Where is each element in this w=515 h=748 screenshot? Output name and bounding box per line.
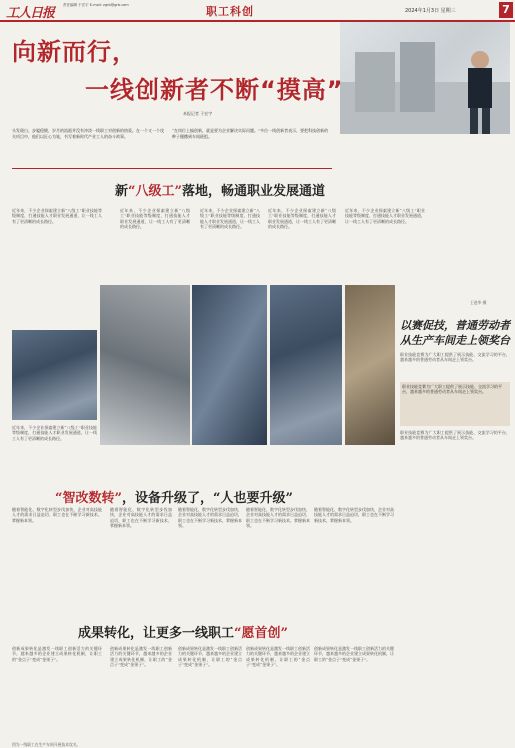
section1-heading [115,180,325,199]
section3-title-prefix: 成果转化，让更多一线职工 [78,626,235,641]
section2-column-1: 随着智能化、数字化转型步伐加快，企业对高技能人才的需求日益迫切，职工也在不断学习新技术、掌握新本领。 [12,507,102,523]
section2-column-4: 随着智能化、数字化转型步伐加快，企业对高技能人才的需求日益迫切，职工也在不断学习新技术、掌握新本领。 [246,507,310,529]
section3-column-3: 创新成果转化是激发一线职工创新活力的关键环节，越来越多的企业建立成果转化机制，让职工的“金点子”变成“金果子”。 [178,646,242,668]
section2-column-3: 随着智能化、数字化转型步伐加快，企业对高技能人才的需求日益迫切，职工也在不断学习新技术、掌握新本领。 [178,507,242,529]
section3-column-2: 创新成果转化是激发一线职工创新活力的关键环节，越来越多的企业建立成果转化机制，让职工的“金点子”变成“金果子”。 [110,646,172,668]
section2-heading [55,487,293,506]
section2-column-5: 随着智能化、数字化转型步伐加快，企业对高技能人才的需求日益迫切，职工也在不断学习新技术、掌握新本领。 [314,507,394,523]
lead-paragraph-2: “在岗位上搞创新，就是要为企业解决实际问题。”多位一线创新者表示，要把科技创新的种子播撒到车间班组。 [172,128,329,139]
newspaper-logo: 工人日报 [6,6,55,21]
sidebar-intro: 职业技能竞赛为广大职工提供了展示技能、交流学习的平台，越来越多的普通劳动者从车间走上领奖台。 [400,352,510,363]
section-title: 职工科创 [206,5,254,18]
section1-column-1: 近年来，不少企业探索建立新“八级工”职业技能等级制度，打通技能人才职业发展通道，让一线工人有了更清晰的成长路径。 [12,208,102,224]
section1-continuation: 近年来，不少企业探索建立新“八级工”职业技能等级制度，打通技能人才职业发展通道，让一线工人有了更清晰的成长路径。 [12,425,97,441]
photo-inspection [12,330,97,420]
dateline: 2024年1月3日 星期三 [405,8,456,14]
worker-illustration [340,22,510,134]
hero-photo [340,22,510,134]
section1-column-5: 近年来，不少企业探索建立新“八级工”职业技能等级制度，打通技能人才职业发展通道，让一线工人有了更清晰的成长路径。 [345,208,425,224]
headline-line1: 向新而行， [12,38,137,66]
section3-heading [78,622,288,641]
section2-title-prefix: “智改数转” [55,491,122,506]
section1-column-2: 近年来，不少企业探索建立新“八级工”职业技能等级制度，打通技能人才职业发展通道，让一线工人有了更清晰的成长路径。 [120,208,190,230]
sidebar-heading-line2: 从生产车间走上领奖台 [400,334,510,347]
section3-title-quote: “愿首创” [234,626,288,641]
section3-column-4: 创新成果转化是激发一线职工创新活力的关键环节，越来越多的企业建立成果转化机制，让职工的“金点子”变成“金果子”。 [246,646,310,668]
section2-column-2: 随着智能化、数字化转型步伐加快，企业对高技能人才的需求日益迫切，职工也在不断学习新技术、掌握新本领。 [110,507,172,529]
section1-title-prefix: 新 [115,184,129,199]
divider [12,168,332,169]
page-number: 7 [499,2,513,18]
sidebar-heading-line1: 以赛促技，普通劳动者 [400,319,510,332]
hero-caption: 王进华 摄 [470,300,487,305]
sidebar-heading [400,318,510,348]
section1-title-quote: “八级工” [128,184,182,199]
photo-workshop [192,285,267,445]
byline: 本报记者 于宏宇 [183,111,213,116]
headline-line2: 一线创新者不断“摸高” [85,76,344,104]
section3-column-1: 创新成果转化是激发一线职工创新活力的关键环节，越来越多的企业建立成果转化机制，让职工的“金点子”变成“金果子”。 [12,646,102,662]
section1-column-3: 近年来，不少企业探索建立新“八级工”职业技能等级制度，打通技能人才职业发展通道，让一线工人有了更清晰的成长路径。 [200,208,260,230]
sidebar-infobox: 职业技能竞赛为广大职工提供了展示技能、交流学习的平台，越来越多的普通劳动者从车间走上领奖台。 [400,382,510,426]
photo-assembly [345,285,395,445]
photo-caption: 图为一线职工在生产车间开展技术攻关。 [12,742,81,747]
photo-control-panel [100,285,190,445]
sidebar-body: 职业技能竞赛为广大职工提供了展示技能、交流学习的平台，越来越多的普通劳动者从车间走上领奖台。 [400,430,510,441]
photo-machine [270,285,342,445]
lead-paragraph-1: 头发斑白、步履稳健，岁月的流逝并没有冲淡一线职工对创新的热爱。在一个又一个攻关项目中，他们以匠心为笔，书写着新时代产业工人的奋斗故事。 [12,128,164,139]
section1-column-4: 近年来，不少企业探索建立新“八级工”职业技能等级制度，打通技能人才职业发展通道，让一线工人有了更清晰的成长路径。 [268,208,336,230]
section2-title-suffix: ，设备升级了，“人也要升级” [121,491,293,506]
section3-column-5: 创新成果转化是激发一线职工创新活力的关键环节，越来越多的企业建立成果转化机制，让职工的“金点子”变成“金果子”。 [314,646,394,662]
section1-title-suffix: 落地，畅通职业发展通道 [181,184,325,199]
masthead-subtitle: 责任编辑 于宏宇 E-mail: zgrb@grb.com [63,3,129,7]
